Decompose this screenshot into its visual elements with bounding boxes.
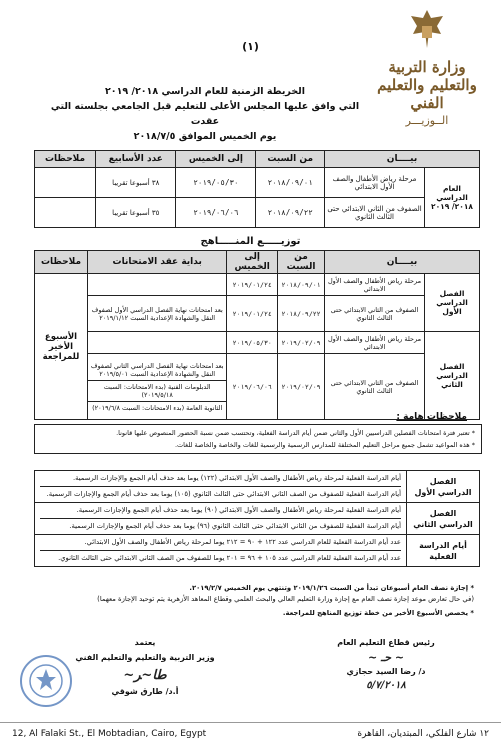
study-days-cell: [35, 503, 407, 535]
curriculum-distribution-table: [34, 250, 480, 420]
ministry-name: وزارة التربية والتعليم والتعليم الفني: [377, 58, 477, 112]
row-label: الصفوف من الثاني الابتدائي حتى الثالث الثانوي: [325, 296, 425, 332]
exam-transfer-grades: بعد امتحانات نهاية الفصل الدراسي الثاني لصفوف النقل والشهادة الإعدادية السبت ٢٠١٩/٥/٠١: [88, 360, 226, 381]
from-date: ٢٠١٨/٠٩/٠١: [278, 274, 325, 296]
term-label: الفصل الدراسي الأول: [407, 471, 480, 503]
col-exams: بداية عقد الامتحانات: [88, 251, 227, 274]
table-row: [35, 354, 480, 420]
study-days-line: عدد أيام الدراسة الفعلية للعام الدراسي عدد ١٠٥ + ٩٦ = ٢٠١ يوما للصفوف من الصف الثاني الابتدائي حتى الثالث الثانوي.: [40, 550, 401, 564]
table-row: [35, 471, 480, 503]
signature-block-left: [60, 638, 230, 696]
note-item: * إجازة نصف العام أسبوعان تبدأ من السبت ٢٠١٩/١/٢٦ وتنتهي يوم الخميس ٢٠١٩/٢/٧.: [189, 584, 474, 592]
note-item: * تعتبر فترة امتحانات الفصلين الدراسيين الأول والثاني ضمن أيام الدراسة الفعلية، وتحتسب ضمن نسبة الحضور المنصوص عليها قانونا.: [116, 429, 475, 437]
to-date: ٢٠١٩/٠٥/٣٠: [227, 332, 278, 354]
signature-scribble: ~ حـ ~: [367, 651, 405, 664]
exam-start: بعد امتحانات نهاية الفصل الدراسي الأول لصفوف النقل والشهادة الإعدادية السبت ٢٠١٩/١/١٢: [88, 296, 227, 332]
study-days-table: [34, 470, 480, 567]
table-row: [35, 332, 480, 354]
study-days-line: أيام الدراسة الفعلية للصفوف من الثاني الابتدائي حتى الثالث الثانوي (٩٦) يوما بعد حذف أيام الجمع والإجازات الرسمية.: [40, 518, 401, 532]
col-statement: بيــــان: [325, 251, 480, 274]
distribution-title: توزيـــــع المنـــــاهج: [200, 236, 301, 247]
table-row: [35, 503, 480, 535]
to-date: ٢٠١٩/٠١/٢٤: [227, 296, 278, 332]
term-label: الفصل الدراسي الثاني: [425, 332, 480, 420]
title-line-3: يوم الخميس الموافق ٢٠١٨/٧/٥: [133, 131, 277, 142]
col-statement: بيــــان: [325, 151, 480, 168]
from-date: ٢٠١٨/٠٩/٠١: [256, 168, 325, 198]
weeks-count: ٣٥ أسبوعا تقريبا: [96, 198, 176, 228]
col-weeks: عدد الأسابيع: [96, 151, 176, 168]
col-notes: ملاحظات: [35, 251, 88, 274]
study-days-line: أيام الدراسة الفعلية لمرحلة رياض الأطفال والصف الأول الابتدائي (٩٠) يوما بعد حذف أيام الجمع والإجازات الرسمية.: [76, 506, 401, 514]
exam-technical-diplomas: الدبلومات الفنية (بدء الامتحانات: السبت ٢٠١٩/٥/١٨): [88, 381, 226, 402]
study-days-cell: [35, 535, 407, 567]
academic-year-table: [34, 150, 480, 228]
signature-block-right: [311, 638, 461, 691]
review-week-note: الأسبوع الأخير للمراجعة: [35, 274, 88, 420]
signature-scribble: ﻃﺎ~ﺮ~: [123, 668, 167, 683]
page-footer: [0, 722, 501, 744]
row-label: الصفوف من الثاني الابتدائي حتى الثالث الثانوي: [325, 354, 425, 420]
notes-cell: [35, 198, 96, 228]
col-notes: ملاحظات: [35, 151, 96, 168]
to-date: ٢٠١٩/٠٦/٠٦: [227, 354, 278, 420]
official-seal-icon: [20, 655, 72, 707]
col-to: إلى الخميس: [176, 151, 256, 168]
from-date: ٢٠١٩/٠٢/٠٩: [278, 354, 325, 420]
exam-general-secondary: الثانوية العامة (بدء الامتحانات: السبت ٢٠١٩/٦/٨): [92, 403, 223, 412]
term-label: الفصل الدراسي الثاني: [407, 503, 480, 535]
note-item: * هذه المواعيد تشمل جميع مراحل التعليم المختلفة للمدارس الرسمية والرسمية للغات والخاصة والخاصة للغات.: [174, 441, 475, 449]
signatory-title: رئيس قطاع التعليم العام: [337, 638, 435, 647]
footer-arabic-address: ١٢ شارع الفلكي، المبتديان، القاهرة: [357, 728, 489, 739]
important-notes-heading: ملاحظات هامة :: [396, 412, 467, 422]
important-notes-box: [34, 424, 482, 454]
row-label: مرحلة رياض الأطفال والصف الأول الابتدائي: [325, 274, 425, 296]
signatory-title: وزير التربية والتعليم والتعليم الفني: [75, 653, 215, 662]
exam-start: [88, 274, 227, 296]
row-label: مرحلة رياض الأطفال والصف الأول الابتدائي: [325, 332, 425, 354]
notes-cell: [35, 168, 96, 198]
footer-english-address: 12, Al Falaki St., El Mobtadian, Cairo, Egypt: [12, 728, 207, 739]
to-date: ٢٠١٩/٠١/٢٤: [227, 274, 278, 296]
from-date: ٢٠١٨/٠٩/٢٢: [256, 198, 325, 228]
exam-start: [88, 354, 227, 420]
note-item: (في حال تعارض موعد إجازة نصف العام مع إجازة وزارة التعليم العالي والبحث العلمي وقطاع المعاهد الأزهرية يتم توحيد الإجازة معهما): [97, 595, 474, 603]
minister-label: الــوزيـــر: [405, 114, 449, 127]
table-row: [35, 296, 480, 332]
col-to: إلى الخميس: [227, 251, 278, 274]
row-label: مرحلة رياض الأطفال والصف الأول الابتدائي: [325, 168, 425, 198]
title-line-2: التي وافق عليها المجلس الأعلى للتعليم قبل الجامعي بجلسته التي عقدت: [50, 101, 360, 127]
title-line-1: الخريطة الزمنية للعام الدراسي ٢٠١٨/ ٢٠١٩: [104, 86, 306, 97]
term-label: أيام الدراسة الفعلية: [407, 535, 480, 567]
exam-start: [88, 332, 227, 354]
study-days-line: أيام الدراسة الفعلية للصفوف من الصف الثاني الابتدائي حتى الثالث الثانوي (١٠٥) يوما بعد حذف أيام الجمع والإجازات الرسمية.: [40, 486, 401, 500]
document-title: [40, 84, 370, 144]
to-date: ٢٠١٩/٠٥/٣٠: [176, 168, 256, 198]
table-row: [35, 535, 480, 567]
weeks-count: ٣٨ أسبوعا تقريبا: [96, 168, 176, 198]
table-row: [35, 274, 480, 296]
study-days-line: أيام الدراسة الفعلية لمرحلة رياض الأطفال والصف الأول الابتدائي (١٢٢) يوما بعد حذف أيام الجمع والإجازات الرسمية.: [72, 474, 401, 482]
to-date: ٢٠١٩/٠٦/٠٦: [176, 198, 256, 228]
row-group-label: العام الدراسي ٢٠١٨/ ٢٠١٩: [425, 168, 480, 228]
study-days-line: عدد أيام الدراسة الفعلية للعام الدراسي عدد ١٢٢ + ٩٠ = ٢١٢ يوما لمرحلة رياض الأطفال والصف الأول الابتدائي.: [84, 538, 401, 546]
signature-date: ٥/٧/٢٠١٨: [366, 680, 406, 691]
from-date: ٢٠١٩/٠٢/٠٩: [278, 332, 325, 354]
row-label: الصفوف من الثاني الابتدائي حتى الثالث الثانوي: [325, 198, 425, 228]
from-date: ٢٠١٨/٠٩/٢٢: [278, 296, 325, 332]
signatory-name: د/ رضا السيد حجازي: [346, 667, 426, 676]
study-days-cell: [35, 471, 407, 503]
ministry-logo: [367, 8, 487, 128]
table-row: [35, 168, 480, 198]
page-number: (١): [242, 40, 259, 53]
note-item: * يخصص الأسبوع الأخير من خطة توزيع المناهج للمراجعة.: [282, 609, 474, 617]
approval-label: يعتمد: [134, 638, 156, 647]
term-label: الفصل الدراسي الأول: [425, 274, 480, 332]
table-row: [35, 198, 480, 228]
col-from: من السبت: [278, 251, 325, 274]
final-notes: [34, 583, 474, 619]
signatory-name: أ.د/ طارق شوقي: [111, 687, 179, 696]
col-from: من السبت: [256, 151, 325, 168]
